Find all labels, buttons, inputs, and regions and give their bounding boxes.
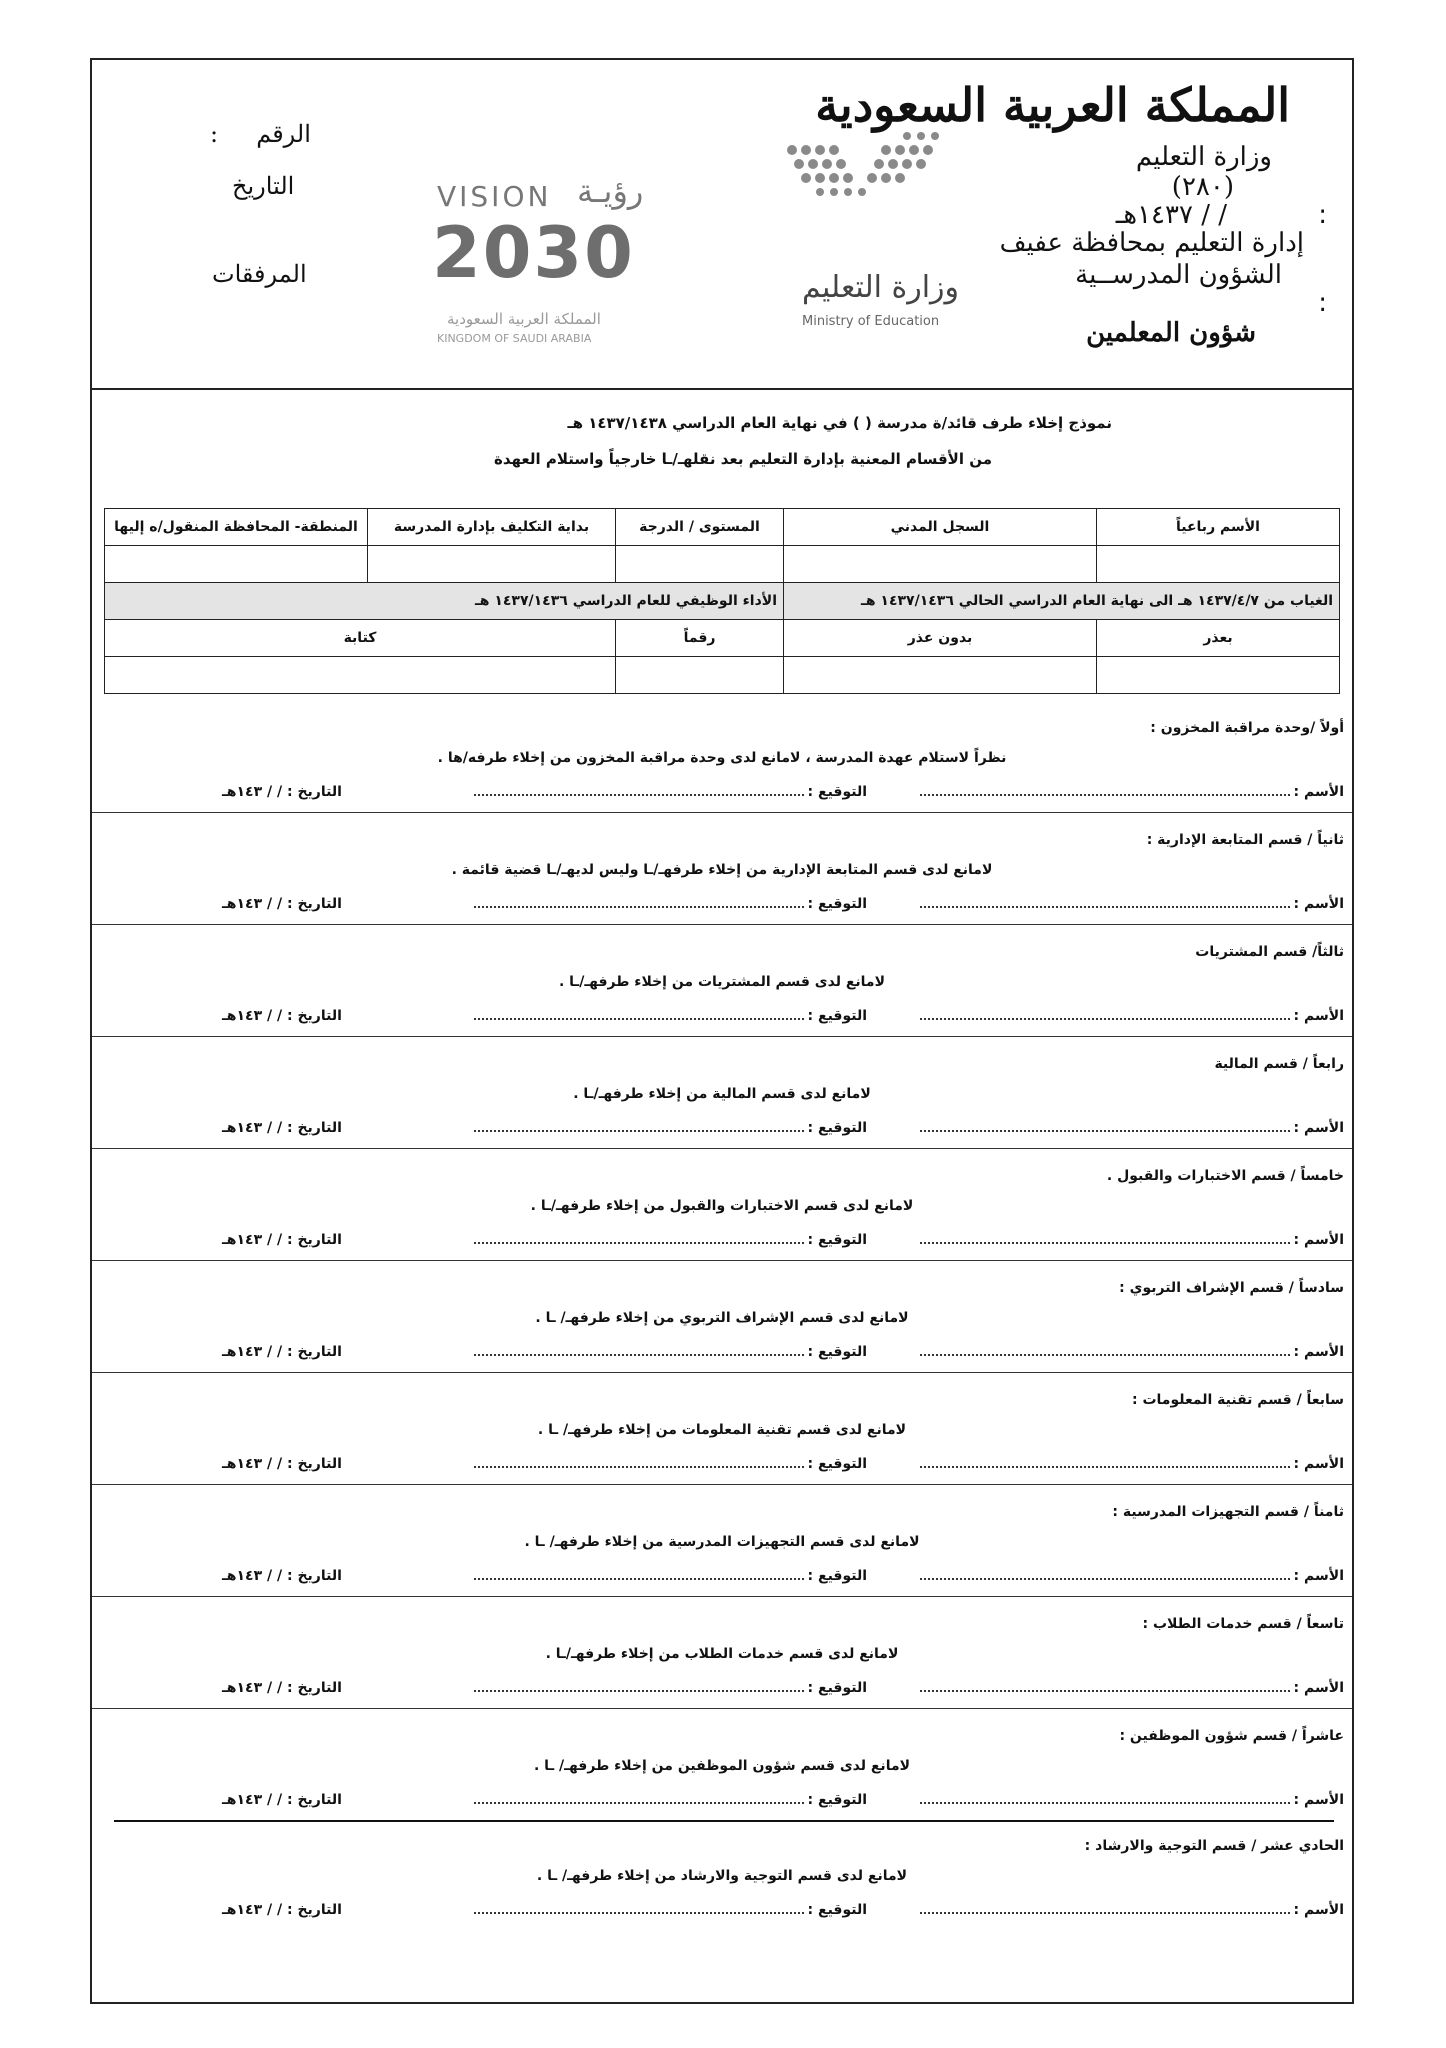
signature-line[interactable]: التوقيع : xyxy=(470,1344,867,1360)
header-cell: المستوى / الدرجة xyxy=(616,509,784,546)
date-line[interactable]: التاريخ : / / ١٤٣هـ xyxy=(222,1232,342,1248)
signature-line[interactable]: التوقيع : xyxy=(470,1008,867,1024)
ministry-name: وزارة التعليم xyxy=(1135,142,1272,172)
department-name: شؤون المعلمين xyxy=(1086,318,1256,348)
colon-mark: : xyxy=(1318,200,1327,230)
section-divider xyxy=(92,1260,1352,1261)
date-line[interactable]: التاريخ : / / ١٤٣هـ xyxy=(222,1456,342,1472)
date-line[interactable]: التاريخ : / / ١٤٣هـ xyxy=(222,1344,342,1360)
section-heading: عاشراً / قسم شؤون الموظفين : xyxy=(1119,1728,1344,1744)
vision-year: 2030 xyxy=(432,212,635,294)
section-heading: رابعاً / قسم المالية xyxy=(1214,1056,1344,1072)
ministry-code: (٢٨٠) xyxy=(1171,172,1234,202)
signature-line[interactable]: التوقيع : xyxy=(470,896,867,912)
vision-en: VISION xyxy=(437,180,552,213)
date-line[interactable]: التاريخ : / / ١٤٣هـ xyxy=(222,784,342,800)
signature-line[interactable]: التوقيع : xyxy=(470,784,867,800)
signature-line[interactable]: التوقيع : xyxy=(470,1232,867,1248)
header-cell: المنطقة- المحافظة المنقول/ه إليها xyxy=(105,509,368,546)
colon-mark: : xyxy=(1318,288,1327,318)
section-statement: لامانع لدى قسم الإشراف التربوي من إخلاء طرفهـ/ ـا . xyxy=(535,1310,909,1326)
section-divider xyxy=(92,1596,1352,1597)
without-excuse-value[interactable] xyxy=(784,657,1097,694)
signature-line[interactable]: التوقيع : xyxy=(470,1568,867,1584)
header-cell: بداية التكليف بإدارة المدرسة xyxy=(368,509,616,546)
teacher-info-table xyxy=(104,508,1340,694)
name-line[interactable]: الأسم : xyxy=(916,1568,1344,1584)
moe-english-name: Ministry of Education xyxy=(802,314,940,329)
name-line[interactable]: الأسم : xyxy=(916,784,1344,800)
vision-ar: رؤيـة xyxy=(577,172,644,210)
signature-line[interactable]: التوقيع : xyxy=(470,1902,867,1918)
name-line[interactable]: الأسم : xyxy=(916,896,1344,912)
moe-arabic-name: وزارة التعليم xyxy=(802,270,960,305)
destination-value[interactable] xyxy=(105,546,368,583)
section-heading: الحادي عشر / قسم التوجية والارشاد : xyxy=(1084,1838,1344,1854)
words-value[interactable] xyxy=(105,657,616,694)
name-line[interactable]: الأسم : xyxy=(916,1456,1344,1472)
section-statement: نظراً لاستلام عهدة المدرسة ، لامانع لدى وحدة مراقبة المخزون من إخلاء طرفه/ها . xyxy=(437,750,1007,766)
date-line[interactable]: التاريخ : / / ١٤٣هـ xyxy=(222,1568,342,1584)
absence-label: الغياب من ١٤٣٧/٤/٧ هـ الى نهاية العام الدراسي الحالي ١٤٣٧/١٤٣٦ هـ xyxy=(784,583,1340,620)
section-divider xyxy=(92,1036,1352,1037)
section-divider xyxy=(92,812,1352,813)
civil-id-value[interactable] xyxy=(784,546,1097,583)
section-statement: لامانع لدى قسم المتابعة الإدارية من إخلاء طرفهـ/ـا وليس لديهـ/ـا قضية قائمة . xyxy=(451,862,993,878)
date-line[interactable]: التاريخ : / / ١٤٣هـ xyxy=(222,1120,342,1136)
section-statement: لامانع لدى قسم المالية من إخلاء طرفهـ/ـا . xyxy=(573,1086,871,1102)
date-line[interactable]: التاريخ : / / ١٤٣هـ xyxy=(222,1902,342,1918)
assignment-start-value[interactable] xyxy=(368,546,616,583)
section-heading: ثالثاً/ قسم المشتريات xyxy=(1195,944,1344,960)
document-frame xyxy=(90,58,1354,2004)
kingdom-title: المملكة العربية السعودية xyxy=(815,78,1290,132)
name-line[interactable]: الأسم : xyxy=(916,1120,1344,1136)
school-affairs: الشؤون المدرســية xyxy=(1075,260,1282,290)
signature-line[interactable]: التوقيع : xyxy=(470,1792,867,1808)
attachments-label: المرفقات xyxy=(212,260,307,288)
header-cell: السجل المدني xyxy=(784,509,1097,546)
without-excuse-header: بدون عذر xyxy=(784,620,1097,657)
signature-line[interactable]: التوقيع : xyxy=(470,1120,867,1136)
section-divider xyxy=(92,1708,1352,1709)
name-line[interactable]: الأسم : xyxy=(916,1008,1344,1024)
date-line[interactable]: التاريخ : / / ١٤٣هـ xyxy=(222,1792,342,1808)
section-divider xyxy=(114,1820,1334,1822)
date-label: التاريخ xyxy=(232,172,295,200)
section-divider xyxy=(92,1148,1352,1149)
performance-label: الأداء الوظيفي للعام الدراسي ١٤٣٧/١٤٣٦ هـ xyxy=(105,583,784,620)
section-heading: خامساً / قسم الاختبارات والقبول . xyxy=(1106,1168,1344,1184)
name-line[interactable]: الأسم : xyxy=(916,1232,1344,1248)
vision-2030-logo xyxy=(427,120,687,360)
section-heading: سادساً / قسم الإشراف التربوي : xyxy=(1119,1280,1344,1296)
name-line[interactable]: الأسم : xyxy=(916,1344,1344,1360)
section-statement: لامانع لدى قسم تقنية المعلومات من إخلاء طرفهـ/ ـا . xyxy=(537,1422,907,1438)
section-heading: ثامناً / قسم التجهيزات المدرسية : xyxy=(1112,1504,1344,1520)
section-statement: لامانع لدى قسم التوجية والارشاد من إخلاء طرفهـ/ ـا . xyxy=(536,1868,908,1884)
section-statement: لامانع لدى قسم خدمات الطلاب من إخلاء طرفهـ/ـا . xyxy=(545,1646,899,1662)
number-label: الرقم : xyxy=(210,120,311,148)
date-line[interactable]: التاريخ : / / ١٤٣هـ xyxy=(222,1008,342,1024)
signature-line[interactable]: التوقيع : xyxy=(470,1680,867,1696)
words-header: كتابة xyxy=(105,620,616,657)
date-line[interactable]: التاريخ : / / ١٤٣هـ xyxy=(222,1680,342,1696)
form-title: نموذج إخلاء طرف قائد/ة مدرسة ( ) في نهاية العام الدراسي ١٤٣٧/١٤٣٨ هـ xyxy=(567,414,1112,432)
numeric-header: رقماً xyxy=(616,620,784,657)
section-divider xyxy=(92,1484,1352,1485)
section-statement: لامانع لدى قسم المشتريات من إخلاء طرفهـ/ـا . xyxy=(558,974,886,990)
section-heading: أولاً /وحدة مراقبة المخزون : xyxy=(1150,720,1344,736)
letterhead xyxy=(92,60,1352,390)
section-divider xyxy=(92,924,1352,925)
form-subtitle: من الأقسام المعنية بإدارة التعليم بعد نقلهـ/ـا خارجياً واستلام العهدة xyxy=(493,450,992,468)
signature-line[interactable]: التوقيع : xyxy=(470,1456,867,1472)
section-divider xyxy=(92,1372,1352,1373)
with-excuse-header: بعذر xyxy=(1097,620,1340,657)
vision-kingdom-ar: المملكة العربية السعودية xyxy=(447,310,601,328)
name-value[interactable] xyxy=(1097,546,1340,583)
name-line[interactable]: الأسم : xyxy=(916,1902,1344,1918)
section-heading: سابعاً / قسم تقنية المعلومات : xyxy=(1132,1392,1344,1408)
name-line[interactable]: الأسم : xyxy=(916,1680,1344,1696)
section-heading: ثانياً / قسم المتابعة الإدارية : xyxy=(1146,832,1344,848)
name-line[interactable]: الأسم : xyxy=(916,1792,1344,1808)
section-heading: تاسعاً / قسم خدمات الطلاب : xyxy=(1142,1616,1344,1632)
numeric-value[interactable] xyxy=(616,657,784,694)
vision-kingdom-en: KINGDOM OF SAUDI ARABIA xyxy=(437,332,592,345)
level-value[interactable] xyxy=(616,546,784,583)
ministry-logo xyxy=(712,110,992,350)
moe-dots-icon xyxy=(712,110,992,220)
with-excuse-value[interactable] xyxy=(1097,657,1340,694)
section-statement: لامانع لدى قسم شؤون الموظفين من إخلاء طرفهـ/ ـا . xyxy=(533,1758,911,1774)
hijri-date: / / ١٤٣٧هـ xyxy=(1115,200,1227,230)
section-statement: لامانع لدى قسم الاختبارات والقبول من إخلاء طرفهـ/ـا . xyxy=(530,1198,914,1214)
section-statement: لامانع لدى قسم التجهيزات المدرسية من إخلاء طرفهـ/ ـا . xyxy=(524,1534,920,1550)
admin-name: إدارة التعليم بمحافظة عفيف xyxy=(999,228,1304,258)
date-line[interactable]: التاريخ : / / ١٤٣هـ xyxy=(222,896,342,912)
header-cell: الأسم رباعياً xyxy=(1097,509,1340,546)
